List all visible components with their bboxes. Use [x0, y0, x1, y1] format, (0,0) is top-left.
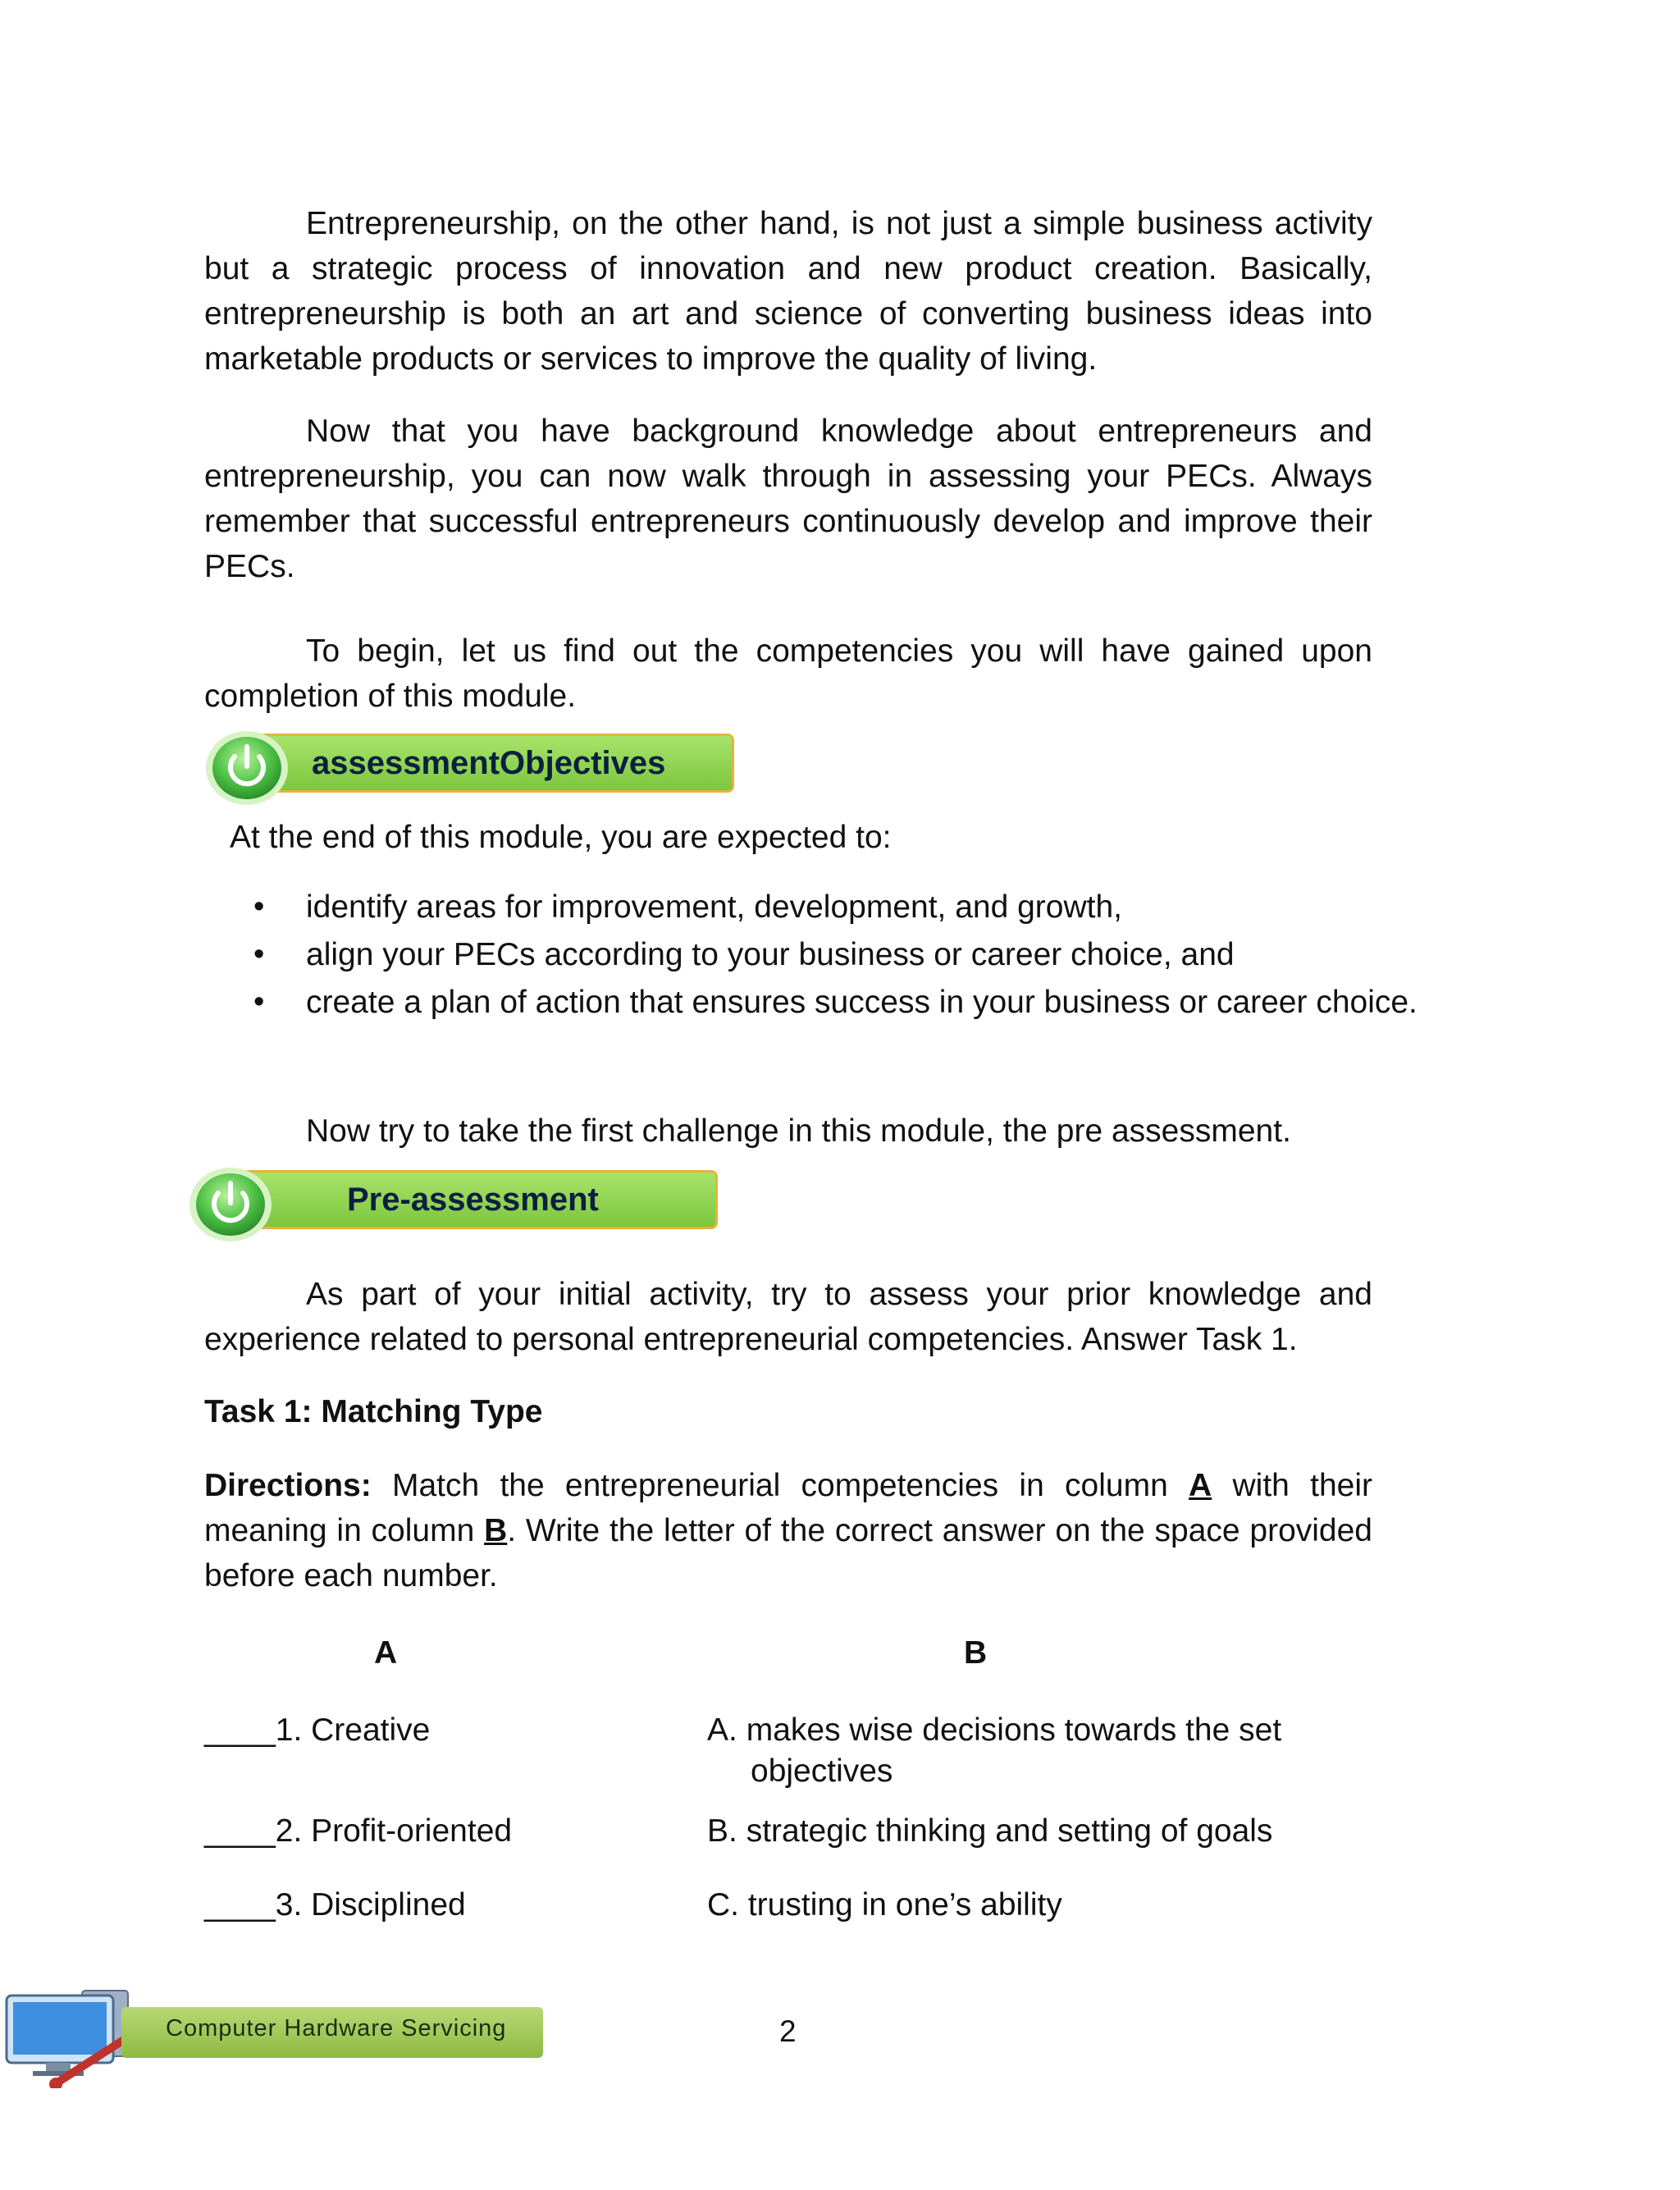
paragraph-entrepreneurship: Entrepreneurship, on the other hand, is not just a simple business activity but a strategic process of innovation and new product creation. Basically, entrepreneurship is both an art and science of converting business ideas into marketable products or services to improve the quality of living. — [204, 206, 1372, 377]
objectives-closing: Now try to take the first challenge in this module, the pre assessment. — [306, 1113, 1291, 1149]
footer-logo — [0, 1986, 558, 2084]
column-a-item-3: ____3. Disciplined — [204, 1887, 466, 1923]
list-item: • align your PECs according to your business or career choice, and — [306, 932, 1479, 977]
objectives-list — [204, 885, 1479, 1027]
column-b-header: B — [964, 1635, 988, 1671]
paragraph-begin: To begin, let us find out the competencies you will have gained upon completion of this module. — [204, 633, 1372, 714]
power-button-icon — [189, 1167, 272, 1242]
column-b-item-a: A. makes wise decisions towards the set objectives — [707, 1712, 1282, 1789]
objectives-banner-label: assessmentObjectives — [312, 745, 666, 781]
column-b-letter: A. — [707, 1712, 737, 1748]
column-a-item-1: ____1. Creative — [204, 1712, 431, 1748]
list-item: • identify areas for improvement, development, and growth, — [306, 885, 1479, 930]
column-a-item-2: ____2. Profit-oriented — [204, 1813, 513, 1849]
footer-label: Computer Hardware Servicing — [166, 2015, 507, 2041]
column-b-letter: C. — [707, 1887, 739, 1923]
column-b-ref: B — [484, 1513, 508, 1548]
power-button-icon — [205, 730, 289, 806]
preassessment-banner-label: Pre-assessment — [347, 1182, 599, 1218]
column-b-letter: B. — [707, 1813, 737, 1849]
preassessment-intro: As part of your initial activity, try to assess your prior knowledge and experience related to personal entrepreneurial competencies. Answer Task 1. — [204, 1277, 1372, 1357]
column-a-ref: A — [1189, 1468, 1212, 1503]
page-number: 2 — [779, 2014, 797, 2048]
directions-label: Directions: — [204, 1468, 372, 1503]
task-title: Task 1: Matching Type — [204, 1394, 543, 1429]
column-b-item-b: B. strategic thinking and setting of goals — [707, 1813, 1273, 1849]
list-item: • create a plan of action that ensures success in your business or career choice. — [306, 980, 1479, 1025]
task-directions: Directions: Match the entrepreneurial competencies in column A with their meaning in column B. Write the letter of the correct answer on the space provided before each number. — [204, 1468, 1372, 1593]
column-a-header: A — [374, 1635, 398, 1671]
paragraph-background: Now that you have background knowledge about entrepreneurs and entrepreneurship, you can now walk through in assessing your PECs. Always remember that successful entrepreneurs continuously develop and improve their PECs. — [204, 414, 1372, 584]
objectives-banner — [205, 730, 734, 794]
objectives-intro: At the end of this module, you are expected to: — [230, 820, 892, 855]
column-b-item-c: C. trusting in one’s ability — [707, 1887, 1062, 1923]
preassessment-banner — [189, 1167, 718, 1231]
